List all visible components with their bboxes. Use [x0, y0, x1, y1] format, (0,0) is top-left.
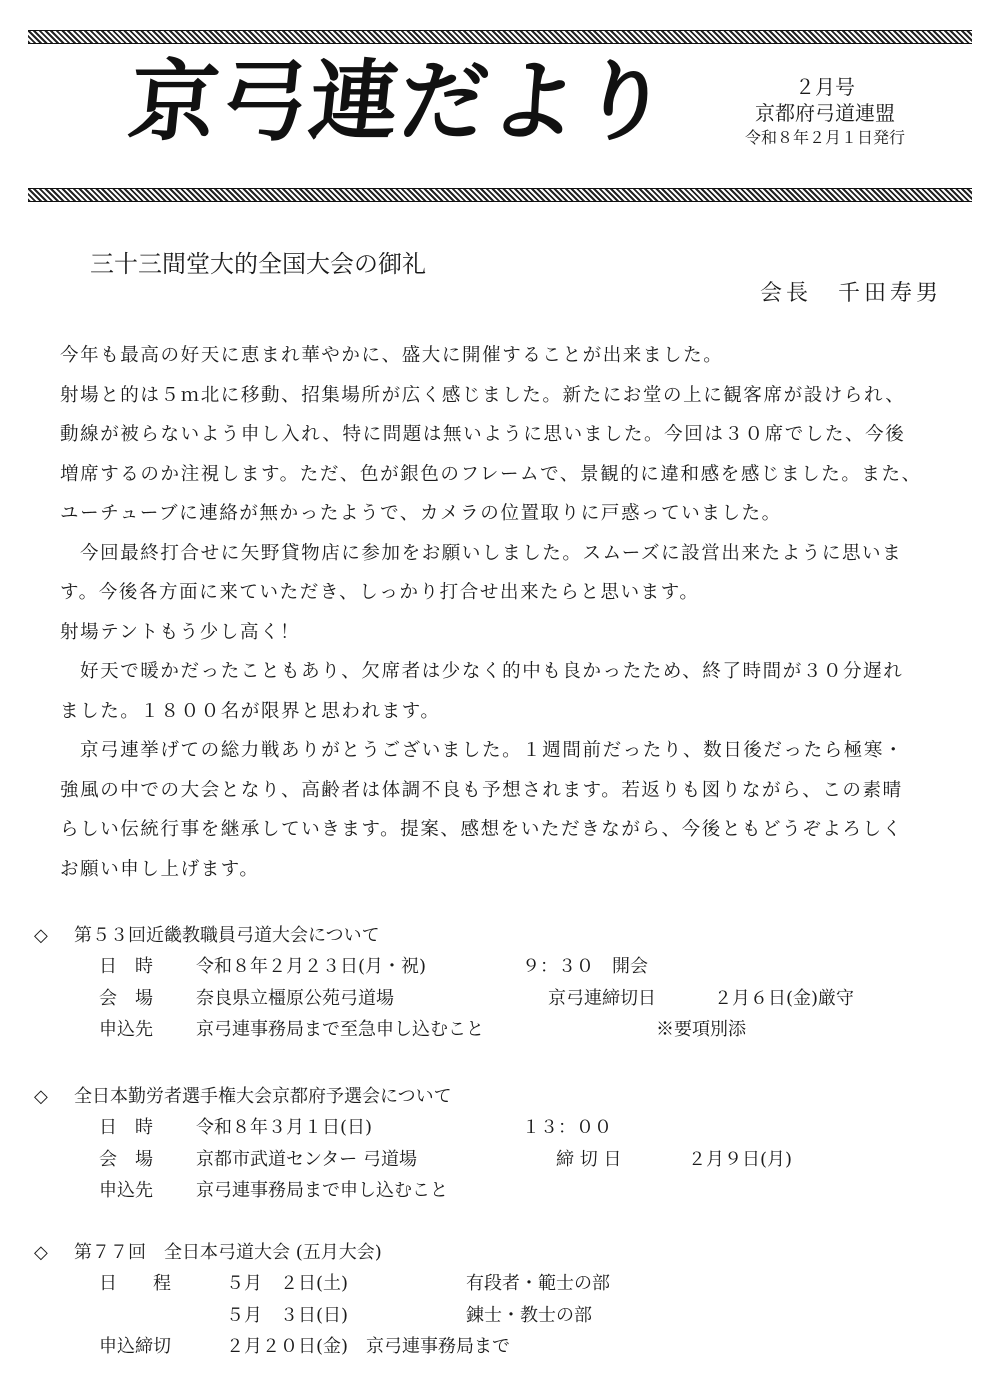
issue-number: ２月号: [795, 75, 855, 99]
row-value: 奈良県立橿原公苑弓道場: [196, 987, 394, 1009]
row-note: ※要項別添: [656, 1019, 746, 1040]
article-line: らしい伝統行事を継承していきます。提案、感想をいただきながら、今後ともどうぞよろしく: [60, 819, 903, 840]
article-author: 会長 千田寿男: [759, 281, 942, 306]
row-value: 京都市武道センター 弓道場: [196, 1148, 418, 1170]
row-extra: 錬士・教士の部: [466, 1304, 592, 1326]
row-value: ２月２０日(金) 京弓連事務局まで: [226, 1336, 511, 1357]
article-title: 三十三間堂大的全国大会の御礼: [90, 250, 426, 278]
row-extra: ９：３０ 開会: [522, 956, 648, 977]
diamond-bullet-icon: ◇: [34, 1086, 48, 1107]
article-line: 京弓連挙げての総力戦ありがとうございました。１週間前だったり、数日後だったら極寒・: [80, 740, 905, 761]
article-line: 強風の中での大会となり、高齢者は体調不良も予想されます。若返りも図りながら、この素晴: [60, 779, 903, 801]
masthead-bottom-border: [28, 188, 972, 202]
row-value: 令和８年２月２３日(月・祝): [196, 956, 427, 977]
masthead-title: 京弓連だより: [124, 50, 676, 153]
diamond-bullet-icon: ◇: [34, 1242, 48, 1263]
notice-heading: [34, 1082, 452, 1112]
notice-title: 第５３回近畿教職員弓道大会について: [74, 925, 380, 946]
notice-row-date: [34, 1112, 612, 1144]
article-line: 増席するのか注視します。ただ、色が銀色のフレームで、景観的に違和感を感じました。また、: [60, 463, 922, 485]
row-value: 令和８年３月１日(日): [196, 1117, 373, 1138]
row-label: 日 時: [99, 956, 153, 977]
notice-row-apply: [34, 1014, 746, 1046]
row-label: 会 場: [99, 987, 153, 1009]
diamond-bullet-icon: ◇: [34, 925, 48, 946]
row-value: ５月 ３日(日): [226, 1304, 349, 1326]
issue-info: [730, 74, 920, 150]
publication-date: 令和８年２月１日発行: [744, 128, 905, 147]
article-line: 射場と的は５ｍ北に移動、招集場所が広く感じました。新たにお堂の上に観客席が設けられ、: [60, 384, 906, 406]
row-value: 京弓連事務局まで至急申し込むこと: [196, 1019, 484, 1040]
notice-row-schedule-2: [34, 1300, 592, 1332]
organization-name: 京都府弓道連盟: [755, 101, 895, 125]
article-line: す。今後各方面に来ていただき、しっかり打合せ出来たらと思います。: [60, 582, 700, 603]
article-line: 今回最終打合せに矢野貸物店に参加をお願いしました。スムーズに設営出来たように思いま: [80, 542, 903, 564]
article-body: [60, 336, 955, 889]
notice-row-venue: [34, 983, 855, 1015]
notice-kinki-teachers: [34, 921, 855, 1046]
row-value: ５月 ２日(土): [226, 1273, 349, 1294]
article-line: 今年も最高の好天に恵まれ華やかに、盛大に開催することが出来ました。: [60, 345, 724, 366]
notice-row-apply: [34, 1331, 511, 1363]
article-line: お願い申し上げます。: [60, 858, 260, 880]
article-line: ユーチューブに連絡が無かったようで、カメラの位置取りに戸惑っていました。: [60, 503, 782, 524]
row-deadline-value: ２月６日(金)厳守: [714, 987, 855, 1009]
article-line: 動線が被らないよう申し入れ、特に問題は無いように思いました。今回は３０席でした、今後: [60, 424, 906, 445]
notice-heading: [34, 1238, 382, 1268]
article-line: 好天で暖かだったこともあり、欠席者は少なく的中も良かったため、終了時間が３０分遅れ: [80, 661, 904, 682]
notice-workers-championship: [34, 1082, 793, 1207]
row-label: 申込締切: [99, 1336, 171, 1357]
notice-all-japan-may: [34, 1238, 610, 1363]
notice-title: 全日本勤労者選手権大会京都府予選会について: [74, 1086, 452, 1107]
masthead-top-border: [28, 30, 972, 44]
row-label: 日 時: [99, 1117, 153, 1138]
row-extra: １３：００: [522, 1117, 612, 1138]
row-deadline-value: ２月９日(月): [688, 1148, 793, 1170]
notice-heading: [34, 921, 380, 951]
notice-row-date: [34, 951, 648, 983]
row-label: 申込先: [99, 1180, 153, 1201]
row-deadline-label: 京弓連締切日: [548, 987, 656, 1009]
notice-row-apply: [34, 1175, 452, 1207]
article-line: 射場テントもう少し高く！: [60, 621, 301, 643]
article-line: ました。１８００名が限界と思われます。: [60, 700, 441, 722]
row-value: 京弓連事務局まで申し込むこと: [196, 1180, 448, 1201]
row-extra: 有段者・範士の部: [466, 1273, 610, 1294]
row-label: 会 場: [99, 1148, 153, 1170]
row-deadline-label: 締 切 日: [556, 1148, 622, 1170]
notice-row-venue: [34, 1144, 793, 1176]
row-label: 日 程: [99, 1273, 171, 1294]
notice-row-schedule-1: [34, 1268, 610, 1300]
notice-title: 第７７回 全日本弓道大会 (五月大会): [74, 1242, 382, 1263]
row-label: 申込先: [99, 1019, 153, 1040]
